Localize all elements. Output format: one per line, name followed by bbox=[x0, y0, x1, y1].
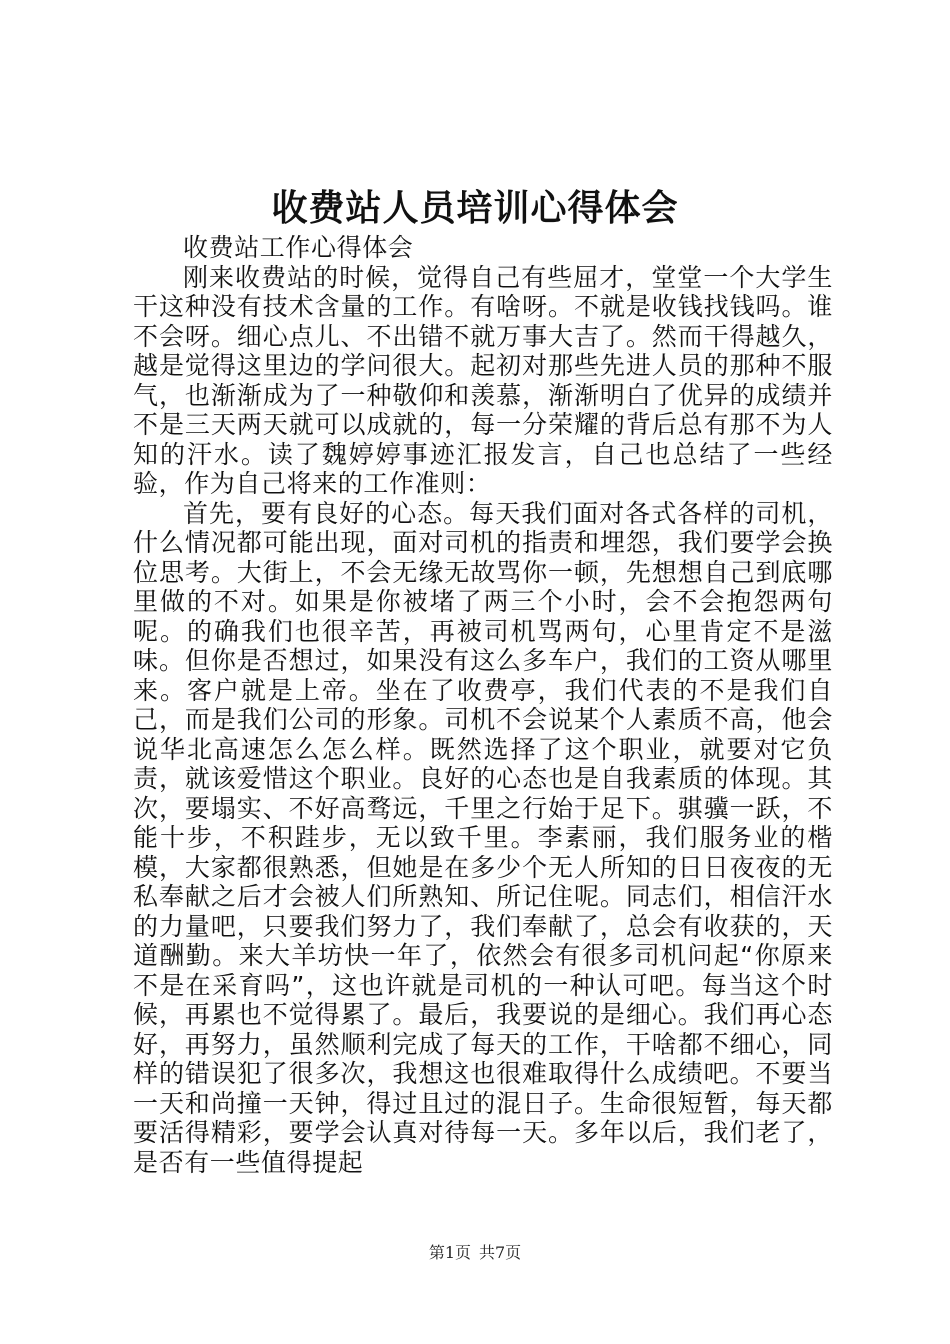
body-paragraph-intro: 刚来收费站的时候，觉得自己有些屈才，堂堂一个大学生干这种没有技术含量的工作。有啥呀。不就是收钱找钱吗。谁不会呀。细心点儿、不出错不就万事大吉了。然而干得越久，越是觉得这里边的学问很大。起初对那些先进人员的那种不服气，也渐渐成为了一种敬仰和羡慕，渐渐明白了优异的成绩并不是三天两天就可以成就的，每一分荣耀的背后总有那不为人知的汗水。读了魏婷婷事迹汇报发言，自己也总结了一些经验，作为自己将来的工作准则： bbox=[133, 262, 833, 498]
page-number: 第1页 bbox=[428, 1243, 471, 1262]
body-paragraph-subtitle: 收费站工作心得体会 bbox=[183, 233, 414, 262]
document-title: 收费站人员培训心得体会 bbox=[271, 187, 679, 229]
document-body bbox=[133, 233, 833, 1177]
body-paragraph-main: 首先，要有良好的心态。每天我们面对各式各样的司机，什么情况都可能出现，面对司机的指责和埋怨，我们要学会换位思考。大街上，不会无缘无故骂你一顿，先想想自己到底哪里做的不对。如果是你被堵了两三个小时，会不会抱怨两句呢。的确我们也很辛苦，再被司机骂两句，心里肯定不是滋味。但你是否想过，如果没有这么多车户，我们的工资从哪里来。客户就是上帝。坐在了收费亭，我们代表的不是我们自己，而是我们公司的形象。司机不会说某个人素质不高，他会说华北高速怎么怎么样。既然选择了这个职业，就要对它负责，就该爱惜这个职业。良好的心态也是自我素质的体现。其次，要塌实、不好高骛远，千里之行始于足下。骐骥一跃，不能十步，不积跬步，无以致千里。李素丽，我们服务业的楷模，大家都很熟悉，但她是在多少个无人所知的日日夜夜的无私奉献之后才会被人们所熟知、所记住呢。同志们，相信汗水的力量吧，只要我们努力了，我们奉献了，总会有收获的，天道酬勤。来大羊坊快一年了，依然会有很多司机问起“你原来不是在采育吗”，这也许就是司机的一种认可吧。每当这个时候，再累也不觉得累了。最后，我要说的是细心。我们再心态好，再努力，虽然顺利完成了每天的工作，干啥都不细心，同样的错误犯了很多次，我想这也很难取得什么成绩吧。不要当一天和尚撞一天钟，得过且过的混日子。生命很短暂，每天都要活得精彩，要学会认真对待每一天。多年以后，我们老了，是否有一些值得提起 bbox=[133, 498, 833, 1177]
page-total: 共7页 bbox=[479, 1243, 522, 1262]
page-footer bbox=[0, 1243, 950, 1263]
